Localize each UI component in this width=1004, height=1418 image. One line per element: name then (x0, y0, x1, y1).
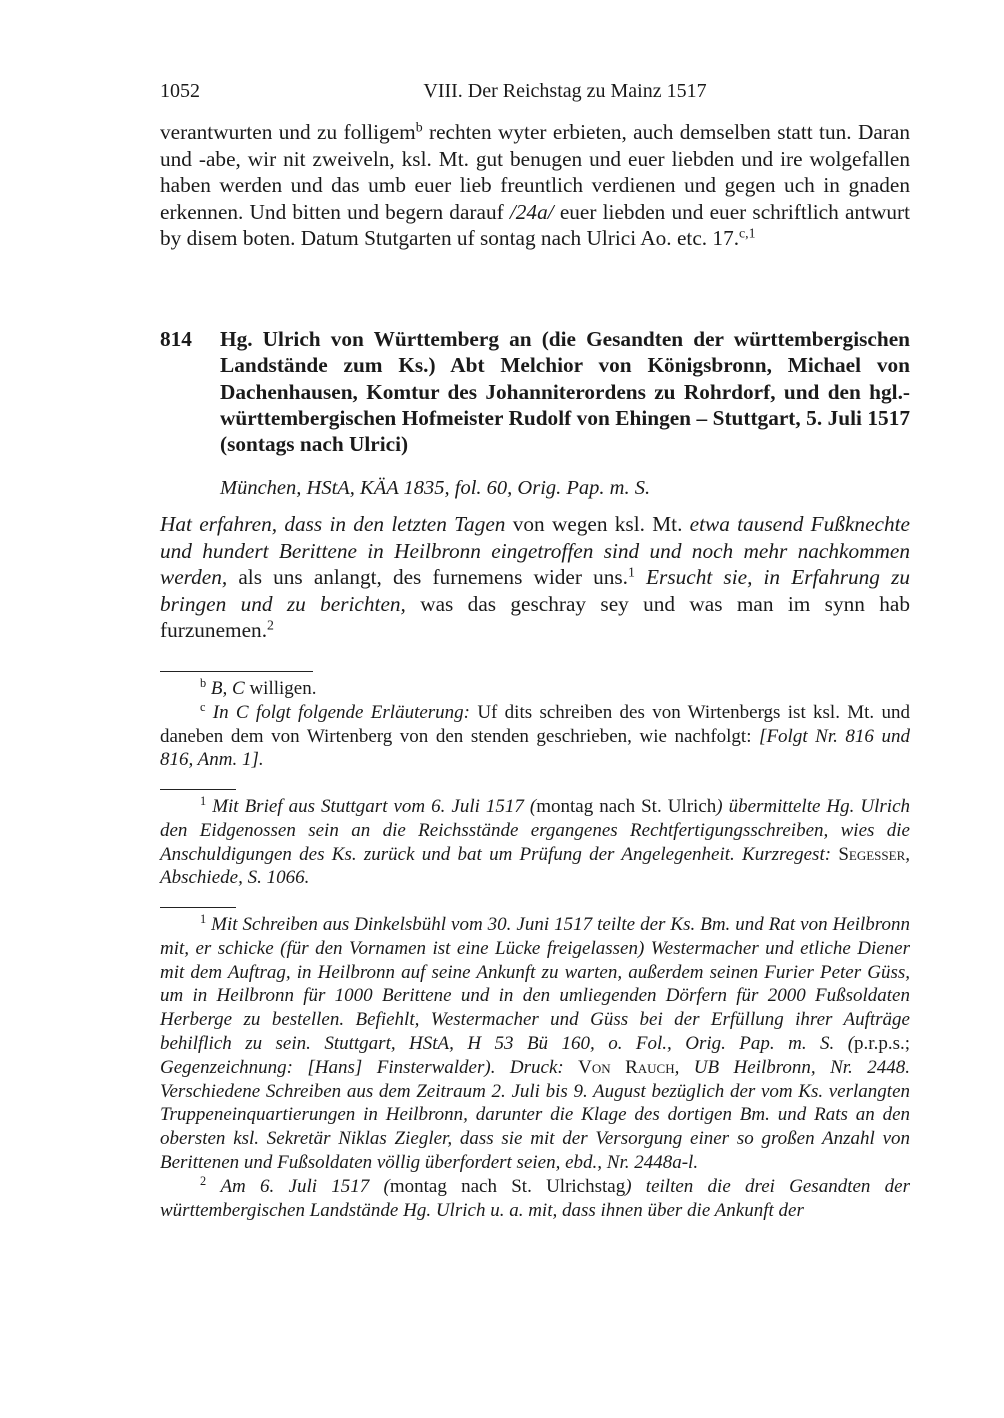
paragraph (160, 119, 910, 252)
textual-notes (160, 677, 910, 772)
text-run (635, 565, 646, 589)
text-run: euer liebden und euer schriftlich antwurt by disem boten. Datum Stutgarten uf sontag nach Ulrici Ao. etc. 17. (160, 199, 910, 250)
note-marker: 1 (200, 794, 207, 809)
note-marker: c (200, 700, 206, 715)
document-number: 814 (160, 327, 192, 351)
note-marker: c,1 (739, 225, 756, 241)
text-run: von wegen ksl. Mt. (505, 512, 690, 536)
footnote-2 (160, 1175, 910, 1223)
text-run: was das geschray sey und was man im synn hab furzunemen. (160, 591, 910, 642)
footnote-1-previous (160, 795, 910, 890)
text-run: In C folgt folgende Erläuterung: (212, 701, 471, 723)
text-run: , Abschiede, S. 1066. (160, 843, 910, 889)
note-marker: 2 (200, 1173, 207, 1188)
text-run: /24a/ (509, 199, 554, 224)
text-run: rechten wyter erbieten, auch demselben statt tun. Daran und -abe, wir nit zweiveln, ksl. Mt. gut benugen und euer liebden und ire wolgefallen haben werden und das umb euer lieb freuntlich verdienen und gegen uch in gnaden erkennen. Und bitten und begern darauf (160, 120, 911, 224)
footnotes (160, 913, 910, 1222)
note-marker: 1 (628, 564, 635, 580)
text-run: Hat erfahren, dass in den letzten Tagen (160, 512, 506, 536)
text-run: Mit Brief aus Stuttgart vom 6. Juli 1517 ( (212, 796, 537, 817)
text-run: als uns anlangt, des furnemens wider uns. (227, 565, 628, 589)
footnote-divider (160, 671, 313, 672)
text-run: Gegenzeichnung: [Hans] Finsterwalder). Druck: (160, 1056, 579, 1078)
footnote-divider (160, 907, 236, 908)
previous-document-footnotes (160, 795, 910, 890)
running-title: VIII. Der Reichstag zu Mainz 1517 (423, 80, 707, 102)
text-run: etwa tausend Fußknechte und hundert Berittene in Heilbronn eingetroffen sind und noch mehr nachkommen werden, (160, 512, 910, 589)
text-run: B, C (210, 678, 245, 699)
text-run: p.r.p.s.; (854, 1032, 910, 1054)
text-run: willigen. (244, 678, 317, 699)
textual-note-b (160, 677, 910, 701)
note-marker: b (415, 119, 423, 135)
text-run: Von Rauch (578, 1056, 675, 1078)
continuation-paragraph (160, 119, 910, 252)
text-run: ) teilten die drei Gesandten der württembergischen Landstände Hg. Ulrich u. a. mit, dass ihnen über die Ankunft der (160, 1175, 910, 1221)
paragraph (160, 511, 910, 644)
text-run: , UB Heilbronn, Nr. 2448. Verschiedene Schreiben aus dem Zeitraum 2. Juli bis 9. August bezüglich der vom Ks. verlangten Truppeneinquartierungen in Heilbronn, darunter die Klage des dortigen Bm. und Rats an den obersten ksl. Sekretär Niklas Ziegler, dass sie mit der Versorgung einer so großen Anzahl von Berittenen und Fußsoldaten völlig überfordert seien, ebd., Nr. 2448a-l. (160, 1056, 910, 1173)
text-run: montag nach St. Ulrichstag (389, 1175, 626, 1197)
regest-paragraph (160, 511, 910, 644)
text-run (206, 1176, 220, 1197)
text-run: verantwurten und zu folligem (160, 120, 416, 144)
text-run: Mit Schreiben aus Dinkelsbühl vom 30. Juni 1517 teilte der Ks. Bm. und Rat von Heilbronn mit, er schicke (für den Vornamen ist eine Lücke freigelassen) Westermacher und etliche Diener mit dem Auftrag, in Heilbronn auf seine Ankunft zu warten, außerdem seinen Furier Peter Güss, um in Heilbronn für 1000 Berittene und in den umliegenden Dörfern für 2000 Fußsoldaten Herberge zu bestellen. Befiehlt, Westermacher und Güss bei der Erfüllung ihrer Aufträge behilflich zu sein. Stuttgart, HStA, H 53 Bü 160, o. Fol., Orig. Pap. m. S. ( (160, 914, 910, 1054)
text-run: Am 6. Juli 1517 ( (220, 1175, 390, 1197)
text-run: montag nach St. Ulrich (536, 796, 717, 817)
textual-note-c (160, 701, 910, 772)
note-marker: 2 (267, 617, 274, 633)
source-citation: München, HStA, KÄA 1835, fol. 60, Orig. Pap. m. S. (220, 477, 651, 499)
document-title: Hg. Ulrich von Württemberg an (die Gesandten der württembergischen Landstände zum Ks.) Abt Melchior von Königsbronn, Michael von Dachenhausen, Komtur des Johanniterordens zu Rohrdorf, und den hgl.-württembergischen Hofmeister Rudolf von Ehingen – Stuttgart, 5. Juli 1517 (sontags nach Ulrici) (220, 327, 910, 457)
text-run: Ersucht sie, in Erfahrung zu bringen und zu berichten, (160, 565, 910, 616)
text-run: ) übermittelte Hg. Ulrich den Eidgenossen sein an die Reichsstände ergangenes Rechtfertigungsschreiben, wies die Anschuldigungen des Ks. zurück und bat um Prüfung der Angelegenheit. Kurzregest: (160, 796, 910, 865)
note-marker: 1 (200, 912, 207, 927)
footnote-divider (160, 789, 236, 790)
text-run (205, 702, 212, 723)
page-number: 1052 (160, 80, 200, 102)
text-run: Segesser (838, 843, 906, 865)
footnote-1 (160, 913, 910, 1175)
text-run: Uf dits schreiben des von Wirtenbergs ist ksl. Mt. und daneben dem von Wirtenberg von den stenden geschrieben, wie nachfolgt: (160, 701, 910, 747)
note-marker: b (200, 676, 207, 691)
document-heading (160, 326, 910, 457)
text-run: [Folgt Nr. 816 und 816, Anm. 1]. (160, 725, 910, 771)
